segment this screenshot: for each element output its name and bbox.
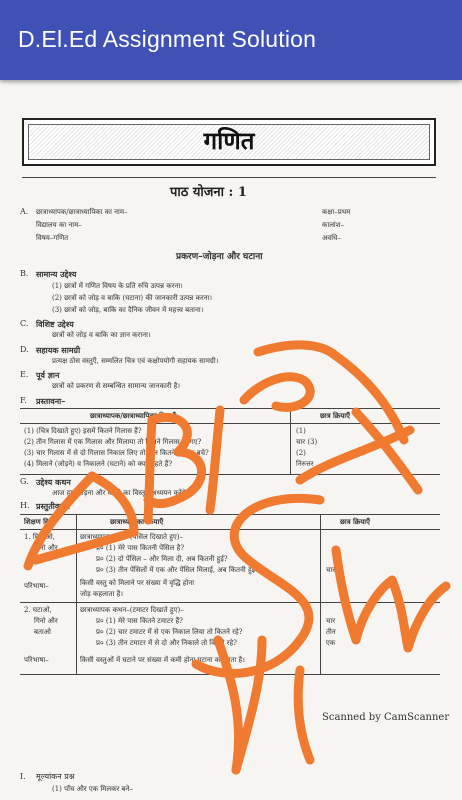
intro-question: (3) चार गिलास में से दो गिलास निकाल लिए तो कुल कितने गिलास बचे? xyxy=(24,449,209,457)
objective-item: (2) छात्रों को जोड़ व बाकि (घटाना) की जानकारी उत्पन्न करना। xyxy=(52,294,213,302)
app-title: D.El.Ed Assignment Solution xyxy=(18,26,317,52)
table-border xyxy=(20,474,440,475)
teaching-point: बताओ xyxy=(34,555,51,563)
table-border xyxy=(20,514,440,515)
school-name-label: विद्यालय का नाम– xyxy=(36,221,82,229)
section-h-marker: H. xyxy=(20,501,30,510)
table-divider xyxy=(320,514,321,674)
period-label: कालांश– xyxy=(322,221,345,229)
intro-answer: चार (3) xyxy=(296,438,318,446)
teacher-line: प्र० (2) चार टमाटर में से एक निकाल लिया तो कितने रहे? xyxy=(96,628,243,636)
intro-answer: (1) xyxy=(296,427,306,435)
app-bar xyxy=(0,0,462,80)
objective-item: (1) छात्रों में गणित विषय के प्रति रुचि उत्पन्न करना। xyxy=(52,282,183,290)
teaching-point: 2. घटाओ, xyxy=(24,606,52,614)
topic-title: प्रकरण–जोड़ना और घटाना xyxy=(176,252,263,262)
section-c-text: छात्रों को जोड़ व बाकि का ज्ञान कराना। xyxy=(52,331,151,339)
class-label: कक्षा–प्रथम xyxy=(322,208,351,216)
teacher-line: प्र० (3) तीन पेंसिलों में एक और पेंसिल मिलाई, अब कितनी हुई? xyxy=(96,566,259,574)
teaching-point: गिनो और xyxy=(34,544,58,552)
plan-title: पाठ योजना : 1 xyxy=(170,185,247,200)
definition-label: परिभाषा– xyxy=(24,582,49,590)
table-border xyxy=(20,423,440,424)
section-c-heading: विशिष्ट उद्देश्य xyxy=(36,319,74,329)
teaching-point: गिनो और xyxy=(34,617,58,625)
section-e-marker: E. xyxy=(20,370,29,379)
teacher-line: प्र० (1) मेरे पास कितने टमाटर हैं? xyxy=(96,617,183,625)
intro-answer: (2) xyxy=(296,449,306,457)
definition-text: किसी वस्तु को मिलाने पर संख्या में वृद्धि होना xyxy=(80,579,195,587)
definition-text: किसी वस्तुओं में घटाने पर संख्या में कमी होना घटाना कहलाता है। xyxy=(80,656,245,664)
section-h-heading: प्रस्तुतीकरण xyxy=(36,501,71,511)
section-i-heading: मूल्यांकन प्रश्न xyxy=(36,772,75,781)
duration-label: अवधि– xyxy=(322,234,341,242)
student-answer: एक xyxy=(326,639,336,647)
teacher-line: छात्राध्यापक कथन–(टमाटर दिखाते हुए)– xyxy=(80,606,184,614)
table-divider xyxy=(290,408,291,474)
col-student-heading: छात्र क्रियाएँ xyxy=(340,517,370,526)
section-c-marker: C. xyxy=(20,319,29,328)
col-teacher-heading: छात्राध्यापिका क्रियाएँ xyxy=(110,517,164,526)
section-f-marker: F. xyxy=(20,396,27,405)
section-g-text: आज हम जोड़ना और घटाने का विस्तृत अध्ययन करेंगे। xyxy=(52,489,189,497)
teacher-line: प्र० (3) तीन टमाटर में से दो और निकाले तो कितने रहे? xyxy=(96,639,237,647)
section-e-heading: पूर्व ज्ञान xyxy=(36,370,60,380)
teaching-point: बताओ xyxy=(34,628,51,636)
section-d-marker: D. xyxy=(20,345,29,354)
intro-question: (2) तीन गिलास में एक गिलास और मिलाया तो कितने गिलास हो गए? xyxy=(24,438,202,446)
student-answer: चार xyxy=(326,617,336,625)
student-answer: तीन xyxy=(326,628,336,636)
teacher-line: प्र० (1) मेरे पास कितनी पेंसिल है? xyxy=(96,544,185,552)
section-b-marker: B. xyxy=(20,269,29,278)
table-border xyxy=(20,602,440,603)
student-answer: चार xyxy=(326,566,336,574)
table-divider xyxy=(76,514,77,674)
col-teacher-heading: छात्राध्यापक/छात्राध्यापिका क्रियाएँ xyxy=(90,411,177,420)
teacher-line: प्र० (2) दो पेंसिल – और मिला दी, अब कितनी हुई? xyxy=(96,555,228,563)
col-point-heading: शिक्षण बिन्दु xyxy=(24,517,55,526)
intro-question: (1) (चित्र दिखाते हुए) इसमें कितने गिलास हैं? xyxy=(24,427,142,435)
teacher-name-label: छात्राध्यापक/छात्राध्यापिका का नाम– xyxy=(36,208,128,216)
intro-answer: निरुत्तर xyxy=(296,460,314,468)
section-f-heading: प्रस्तावना– xyxy=(36,396,66,406)
col-student-heading: छात्र क्रियाएँ xyxy=(320,411,350,420)
section-e-text: छात्रों को प्रकरण से सम्बन्धित सामान्य जानकारी है। xyxy=(52,382,181,390)
section-g-marker: G. xyxy=(20,477,29,486)
intro-question: (4) मिलाने (जोड़ने) व निकालने (घटाने) को क्या कहते हैं? xyxy=(24,460,173,468)
table-border xyxy=(20,529,440,530)
subject-label: विषय–गणित xyxy=(36,234,69,242)
teaching-point: 1. मिलाओ, xyxy=(24,533,55,541)
subject-title: गणित xyxy=(203,126,255,155)
table-border xyxy=(20,408,440,409)
definition-text: जोड़ कहलाता है। xyxy=(80,590,124,598)
section-i-marker: I. xyxy=(20,772,26,781)
table-border xyxy=(20,674,440,675)
section-g-heading: उद्देश्य कथन xyxy=(36,477,71,487)
scanned-document[interactable] xyxy=(0,80,462,800)
subject-title-box xyxy=(22,118,436,166)
scanner-watermark: Scanned by CamScanner xyxy=(322,712,450,723)
divider xyxy=(22,177,436,178)
section-d-text: प्रत्यक्ष ठोस वस्तुएँ, सम्मलित चित्र एवं कक्षोपयोगी सहायक सामग्री। xyxy=(52,357,219,365)
teacher-line: छात्राध्यापक कथन–(पेंसिल दिखाते हुए)– xyxy=(80,533,184,541)
section-b-heading: सामान्य उद्देश्य xyxy=(36,269,77,279)
section-a-marker: A. xyxy=(20,207,29,216)
definition-label: परिभाषा– xyxy=(24,656,49,664)
section-d-heading: सहायक सामग्री xyxy=(36,345,81,355)
objective-item: (3) छात्रों को जोड़, बाकि का दैनिक जीवन में महत्त्व बताना। xyxy=(52,306,204,314)
evaluation-item: (1) पाँच और एक मिलकर बने– xyxy=(52,785,133,793)
